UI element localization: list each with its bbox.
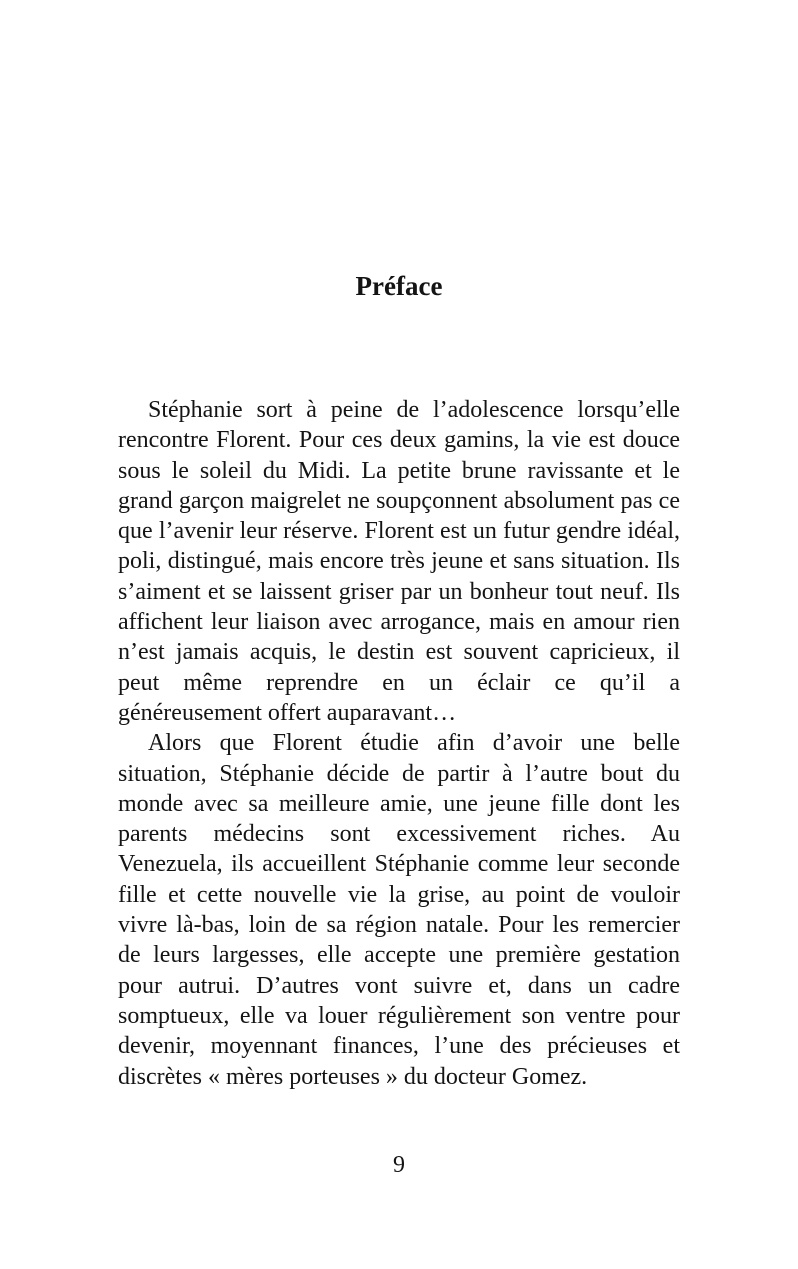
paragraph: Stéphanie sort à peine de l’adolescence lorsqu’elle rencontre Florent. Pour ces deux gamins, la vie est douce sous le soleil du Midi. La petite brune ravissante et le grand garçon maigrelet ne soupçonnent absolument pas ce que l’avenir leur réserve. Florent est un futur gendre idéal, poli, distingué, mais encore très jeune et sans situation. Ils s’aiment et se laissent griser par un bonheur tout neuf. Ils affichent leur liaison avec arrogance, mais en amour rien n’est jamais acquis, le destin est souvent capricieux, il peut même reprendre en un éclair ce qu’il a généreusement offert auparavant… (118, 397, 680, 726)
paragraph: Alors que Florent étudie afin d’avoir une belle situation, Stéphanie décide de partir à l’autre bout du monde avec sa meilleure amie, une jeune fille dont les parents médecins sont excessivement riches. Au Venezuela, ils accueillent Stéphanie comme leur seconde fille et cette nouvelle vie la grise, au point de vouloir vivre là-bas, loin de sa région natale. Pour les remercier de leurs largesses, elle accepte une première gestation pour autrui. D’autres vont suivre et, dans un cadre somptueux, elle va louer régulièrement son ventre pour devenir, moyennant finances, l’une des précieuses et discrètes « mères porteuses » du docteur Gomez. (118, 730, 680, 1090)
preface-body (118, 395, 680, 1092)
page-number: 9 (393, 1152, 405, 1178)
chapter-title: Préface (355, 271, 443, 301)
